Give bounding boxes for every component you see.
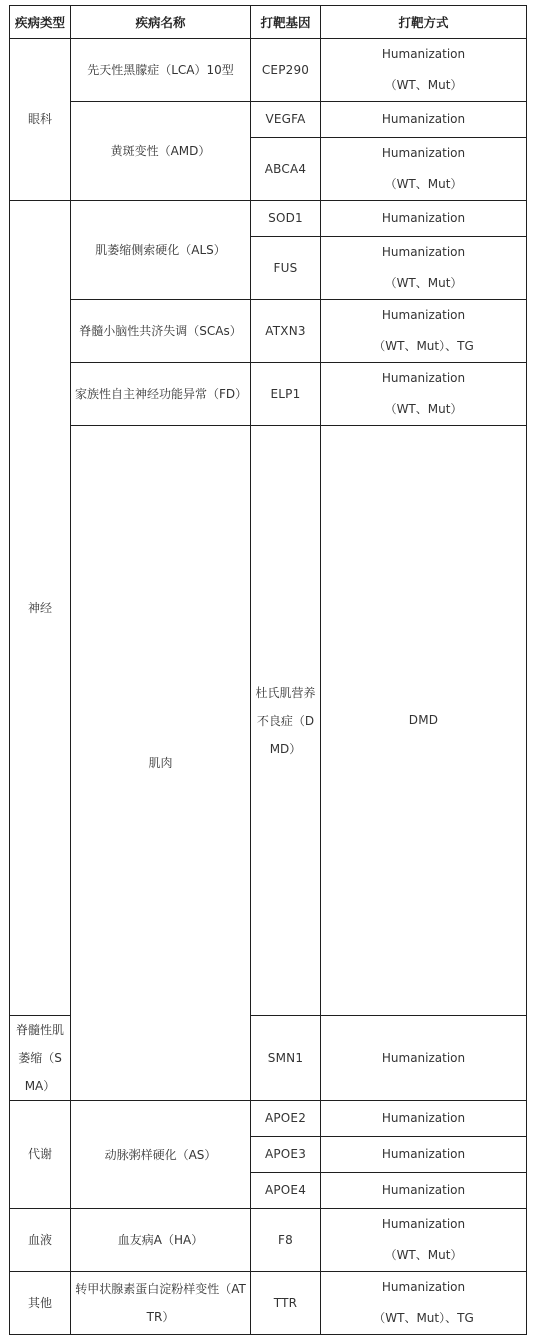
disease-name-cell: 转甲状腺素蛋白淀粉样变性（ATTR） [71, 1272, 251, 1335]
method-cell [321, 39, 527, 102]
category-cell: 代谢 [10, 1101, 71, 1209]
method-cell [321, 1137, 527, 1173]
method-cell [321, 1101, 527, 1137]
header-row [10, 6, 527, 39]
table-row [10, 39, 527, 102]
category-cell: 眼科 [10, 39, 71, 201]
header-targeting-method: 打靶方式 [321, 6, 527, 39]
method-cell [321, 102, 527, 138]
gene-cell: ABCA4 [251, 138, 321, 201]
method-note: （WT、Mut） [384, 177, 463, 191]
table-row [10, 363, 527, 426]
gene-cell: APOE4 [251, 1173, 321, 1209]
gene-cell: CEP290 [251, 39, 321, 102]
method-cell [321, 1016, 527, 1101]
disease-name-cell: 先天性黑朦症（LCA）10型 [71, 39, 251, 102]
method-cell [321, 1272, 527, 1335]
gene-cell: FUS [251, 237, 321, 300]
table-row [10, 1209, 527, 1272]
header-target-gene: 打靶基因 [251, 6, 321, 39]
method-primary: Humanization [381, 1217, 466, 1231]
method-cell [321, 237, 527, 300]
method-note: （WT、Mut）、TG [373, 339, 474, 353]
method-note: （WT、Mut） [384, 402, 463, 416]
gene-cell: TTR [251, 1272, 321, 1335]
method-note: （WT、Mut）、TG [373, 1311, 474, 1325]
gene-cell: APOE3 [251, 1137, 321, 1173]
method-cell [321, 201, 527, 237]
gene-targeting-table [9, 5, 527, 1335]
disease-name-cell: 血友病A（HA） [71, 1209, 251, 1272]
category-cell: 肌肉 [71, 426, 251, 1101]
gene-cell: DMD [321, 426, 527, 1016]
table-row [10, 426, 527, 1016]
method-primary: Humanization [381, 47, 466, 61]
table-row [10, 1272, 527, 1335]
method-primary: Humanization [381, 371, 466, 385]
method-note: （WT、Mut） [384, 276, 463, 290]
method-cell [321, 300, 527, 363]
header-disease-type: 疾病类型 [10, 6, 71, 39]
disease-name-cell: 杜氏肌营养不良症（DMD） [251, 426, 321, 1016]
gene-cell: SMN1 [251, 1016, 321, 1101]
gene-cell: ELP1 [251, 363, 321, 426]
method-primary: Humanization [381, 1147, 466, 1161]
method-primary: Humanization [381, 1183, 466, 1197]
gene-cell: F8 [251, 1209, 321, 1272]
method-note: （WT、Mut） [384, 1248, 463, 1262]
method-cell [321, 1209, 527, 1272]
method-cell [321, 138, 527, 201]
disease-name-cell: 动脉粥样硬化（AS） [71, 1101, 251, 1209]
gene-cell: SOD1 [251, 201, 321, 237]
disease-name-cell: 家族性自主神经功能异常（FD） [71, 363, 251, 426]
method-primary: Humanization [381, 112, 466, 126]
method-cell [321, 1173, 527, 1209]
category-cell: 血液 [10, 1209, 71, 1272]
table-row [10, 201, 527, 237]
category-cell: 神经 [10, 201, 71, 1016]
method-primary: Humanization [381, 211, 466, 225]
table-row [10, 102, 527, 138]
disease-name-cell: 黄斑变性（AMD） [71, 102, 251, 201]
method-primary: Humanization [381, 245, 466, 259]
method-primary: Humanization [381, 1280, 466, 1294]
table-row [10, 300, 527, 363]
gene-cell: VEGFA [251, 102, 321, 138]
disease-name-cell: 脊髓小脑性共济失调（SCAs） [71, 300, 251, 363]
gene-cell: APOE2 [251, 1101, 321, 1137]
disease-name-cell: 脊髓性肌萎缩（SMA） [10, 1016, 71, 1101]
category-cell: 其他 [10, 1272, 71, 1335]
method-primary: Humanization [381, 308, 466, 322]
header-disease-name: 疾病名称 [71, 6, 251, 39]
disease-name-cell: 肌萎缩侧索硬化（ALS） [71, 201, 251, 300]
method-primary: Humanization [381, 1111, 466, 1125]
method-note: （WT、Mut） [384, 78, 463, 92]
method-primary: Humanization [381, 146, 466, 160]
gene-cell: ATXN3 [251, 300, 321, 363]
method-primary: Humanization [381, 1050, 466, 1065]
method-cell [321, 363, 527, 426]
table-row [10, 1101, 527, 1137]
